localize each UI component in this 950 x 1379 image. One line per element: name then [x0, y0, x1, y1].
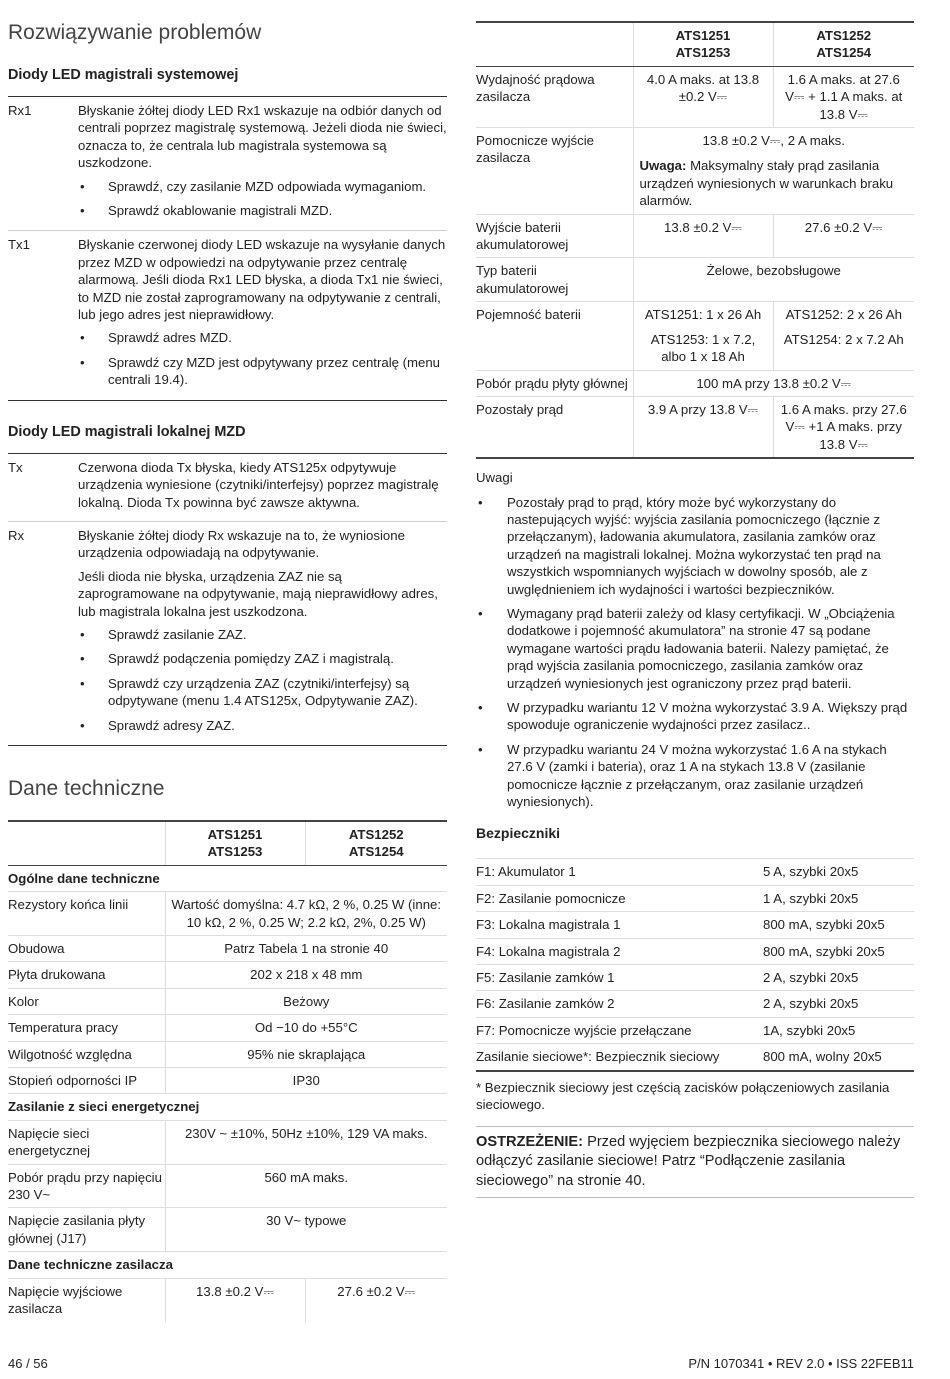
note-item	[476, 605, 914, 692]
spec-label: Kolor	[8, 988, 165, 1014]
spec-value: 30 V~ typowe	[165, 1208, 447, 1252]
note-item	[476, 699, 914, 734]
spec-label: Pobór prądu przy napięciu 230 V~	[8, 1164, 165, 1208]
bullet-icon: •	[478, 700, 483, 715]
check-text: Sprawdź adresy ZAZ.	[108, 717, 235, 733]
notes-list	[476, 494, 914, 811]
note-text: W przypadku wariantu 24 V można wykorzystać 1.6 A na stykach 27.6 V (zamki i bateria), oraz 1 A na stykach 13.8 V (zasilanie pomocnicze łącznie z przełączanym, oraz zasilanie urządzeń wyniesionych).	[507, 741, 887, 810]
led-description	[78, 236, 447, 395]
led-row	[8, 521, 447, 745]
bullet-icon: •	[80, 178, 85, 194]
note-text: Wymagany prąd baterii zależy od klasy certyfikacji. W „Obciążenia dodatkowe i pojemność akumulatora” na stronie 47 są podane wymagane wartości prądu ładowania baterii. Nalezy pamiętać, że prąd wyjścia zasilania pomocniczego, zasilania zamków oraz urządzeń wyniesionych jest ograniczony przez prąd baterii.	[507, 605, 895, 691]
note-item	[476, 494, 914, 598]
spec-row	[8, 1208, 447, 1252]
spec-label: Napięcie wyjściowe zasilacza	[8, 1278, 165, 1321]
fuse-name: F5: Zasilanie zamków 1	[476, 965, 763, 991]
spec-row	[8, 892, 447, 936]
fuse-rating: 5 A, szybki 20x5	[763, 859, 914, 885]
fuse-row	[476, 859, 914, 885]
tech-table-right	[476, 21, 914, 459]
col-header-2: ATS1252 ATS1254	[305, 821, 447, 865]
bullet-icon: •	[80, 626, 85, 642]
fuse-name: F2: Zasilanie pomocnicze	[476, 885, 763, 911]
fuse-rating: 800 mA, szybki 20x5	[763, 912, 914, 938]
spec-row	[8, 1041, 447, 1067]
spec-label: Napięcie zasilania płyty głównej (J17)	[8, 1208, 165, 1252]
local-bus-heading: Diody LED magistrali lokalnej MZD	[8, 423, 246, 440]
row-output-capacity: Wydajność prądowa zasilacza 4.0 A maks. at 13.8 ±0.2 V⎓ 1.6 A maks. at 27.6 V⎓ + 1.1 A maks. at 13.8 V⎓	[476, 66, 914, 127]
spec-value: Beżowy	[165, 988, 447, 1014]
spec-label: Rezystory końca linii	[8, 892, 165, 936]
note-item	[476, 741, 914, 811]
fuse-rating: 800 mA, wolny 20x5	[763, 1044, 914, 1071]
row-aux-output: Pomocnicze wyjście zasilacza 13.8 ±0.2 V⎓, 2 A maks. Uwaga: Maksymalny stały prąd zasilania urządzeń wyniesionych w warunkach braku alarmów.	[476, 128, 914, 215]
fuses-footnote: * Bezpiecznik sieciowy jest częścią zacisków połączeniowych zasilania sieciowego.	[476, 1079, 890, 1113]
row-remaining-current: Pozostały prąd 3.9 A przy 13.8 V⎓ 1.6 A maks. przy 27.6 V⎓ +1 A maks. przy 13.8 V⎓	[476, 396, 914, 458]
description-text: Błyskanie czerwonej diody LED wskazuje na wysyłanie danych przez MZD w odpowiedzi na odpytywanie przez centralę alarmową. Jeśli dioda Rx1 LED błyska, a dioda Tx1 nie świeci, to MZD nie został zaprogramowany na odpytywanie z centrali, lub jego adres jest nieprawidłowy.	[78, 237, 446, 323]
bullet-icon: •	[80, 330, 85, 346]
check-item	[78, 329, 447, 346]
page-number: 46 / 56	[8, 1356, 48, 1371]
document-id: P/N 1070341 • REV 2.0 • ISS 22FEB11	[688, 1356, 914, 1371]
fuse-rating: 1A, szybki 20x5	[763, 1017, 914, 1043]
bullet-icon: •	[80, 354, 85, 370]
bullet-icon: •	[478, 494, 483, 510]
fuse-name: F3: Lokalna magistrala 1	[476, 912, 763, 938]
check-item	[78, 717, 447, 734]
spec-label: Napięcie sieci energetycznej	[8, 1120, 165, 1164]
tech-title: Dane techniczne	[8, 776, 165, 800]
tech-table-left	[8, 820, 447, 1322]
spec-row	[8, 936, 447, 962]
bullet-icon: •	[478, 605, 483, 621]
fuse-row	[476, 1044, 914, 1071]
description-text: Błyskanie żółtej diody LED Rx1 wskazuje na odbiór danych od centrali poprzez magistralę systemową. Jeżeli dioda nie świeci, oznacza to, że centrala lub magistrala systemowa są uszkodzone.	[78, 103, 447, 171]
fuse-name: Zasilanie sieciowe*: Bezpiecznik sieciowy	[476, 1044, 763, 1071]
led-name: Rx1	[8, 103, 32, 118]
check-text: Sprawdź czy urządzenia ZAZ (czytniki/interfejsy) są odpytywane (menu 1.4 ATS125x, Odpytywanie ZAZ).	[108, 675, 418, 709]
spec-value: 95% nie skraplająca	[165, 1041, 447, 1067]
led-description	[78, 527, 447, 741]
led-name: Tx1	[8, 237, 30, 253]
row-board-current: Pobór prądu płyty głównej 100 mA przy 13.8 ±0.2 V⎓	[476, 370, 914, 396]
system-bus-table	[8, 96, 447, 401]
left-column	[8, 0, 447, 1322]
fuse-row	[476, 965, 914, 991]
spec-row	[8, 1015, 447, 1041]
note-text: Pozostały prąd to prąd, który może być wykorzystany do nastepujących wyjść: wyjścia zasilania pomocniczego (łącznie z przełączanym), ładowania akumulatora, zasilania zamków oraz urządzeń na magistrali lokalnej. Można wykorzystać ten prąd na wszystkich wspomnianych wyjściach w dowolny sposób, ale z uwględnieniem ich wydajności i wartości bezpieczników.	[507, 494, 881, 597]
note-text: W przypadku wariantu 12 V można wykorzystać 3.9 A. Większy prąd spowoduje ograniczenie wydajności przez zasilacz..	[507, 700, 908, 733]
spec-value: IP30	[165, 1068, 447, 1094]
col-header-2: ATS1252 ATS1254	[773, 22, 914, 66]
check-item	[78, 202, 447, 219]
spec-row	[8, 1120, 447, 1164]
spec-value: 560 mA maks.	[165, 1164, 447, 1208]
spec-row	[8, 1278, 447, 1321]
bullet-icon: •	[80, 651, 85, 667]
section-heading: Ogólne dane techniczne	[8, 865, 447, 891]
description-text: Błyskanie żółtej diody Rx wskazuje na to, że wyniosione urządzenia odpowiadają na odpytywanie.	[78, 527, 405, 561]
spec-label: Płyta drukowana	[8, 962, 165, 988]
check-item	[78, 650, 447, 667]
spec-row	[8, 988, 447, 1014]
fuse-rating: 2 A, szybki 20x5	[763, 965, 914, 991]
spec-row	[8, 962, 447, 988]
check-item	[78, 178, 447, 195]
led-name: Rx	[8, 527, 25, 543]
section-row	[8, 1252, 447, 1278]
check-item	[78, 354, 447, 389]
spec-value-1: 13.8 ±0.2 V⎓	[165, 1278, 305, 1321]
spec-value-2: 27.6 ±0.2 V⎓	[305, 1278, 447, 1321]
check-text: Sprawdź adres MZD.	[108, 330, 232, 346]
check-text: Sprawdź czy MZD jest odpytywany przez centralę (menu centrali 19.4).	[108, 354, 441, 388]
led-row	[8, 454, 447, 521]
fuse-row	[476, 991, 914, 1017]
fuse-row	[476, 885, 914, 911]
led-description	[78, 102, 447, 226]
bullet-icon: •	[478, 741, 483, 757]
bullet-icon: •	[80, 675, 85, 691]
system-bus-heading: Diody LED magistrali systemowej	[8, 67, 239, 83]
description-text: Czerwona dioda Tx błyska, kiedy ATS125x odpytywuje urządzenia wyniesione (czytniki/interfejsy) poprzez magistralę lokalną. Dioda Tx powinna być zawsze aktywna.	[78, 459, 439, 510]
description-text: Jeśli dioda nie błyska, urządzenia ZAZ nie są zaprogramowane na odpytywanie, mają nieprawidłowy adres, lub magistrala lokalna jest uszkodzona.	[78, 568, 438, 619]
spec-label: Wilgotność względna	[8, 1041, 165, 1067]
spec-value: 202 x 218 x 48 mm	[165, 962, 447, 988]
row-battery-type: Typ baterii akumulatorowej Żelowe, bezobsługowe	[476, 258, 914, 302]
led-row	[8, 97, 447, 230]
fuse-rating: 800 mA, szybki 20x5	[763, 938, 914, 964]
notes-title: Uwagi	[476, 470, 513, 486]
check-item	[78, 626, 447, 643]
check-text: Sprawdź, czy zasilanie MZD odpowiada wymaganiom.	[108, 178, 427, 194]
right-column	[476, 0, 914, 1198]
fuse-row	[476, 1017, 914, 1043]
spec-label: Stopień odporności IP	[8, 1068, 165, 1094]
troubleshooting-title: Rozwiązywanie problemów	[8, 21, 262, 44]
row-battery-output: Wyjście baterii akumulatorowej 13.8 ±0.2 V⎓ 27.6 ±0.2 V⎓	[476, 214, 914, 258]
section-heading: Zasilanie z sieci energetycznej	[8, 1094, 447, 1120]
section-heading: Dane techniczne zasilacza	[8, 1252, 447, 1278]
led-name: Tx	[8, 459, 23, 475]
spec-value: Patrz Tabela 1 na stronie 40	[165, 936, 447, 962]
fuses-heading: Bezpieczniki	[476, 825, 561, 842]
fuse-name: F7: Pomocnicze wyjście przełączane	[476, 1017, 763, 1043]
bullet-icon: •	[80, 717, 85, 733]
fuse-rating: 2 A, szybki 20x5	[763, 991, 914, 1017]
fuse-name: F6: Zasilanie zamków 2	[476, 991, 763, 1017]
check-text: Sprawdź okablowanie magistrali MZD.	[108, 203, 333, 219]
led-row	[8, 230, 447, 399]
section-row	[8, 1094, 447, 1120]
spec-row	[8, 1164, 447, 1208]
col-header-1: ATS1251 ATS1253	[633, 22, 773, 66]
check-text: Sprawdź zasilanie ZAZ.	[108, 626, 247, 642]
spec-label: Obudowa	[8, 936, 165, 962]
fuse-name: F1: Akumulator 1	[476, 859, 763, 885]
col-header-1: ATS1251 ATS1253	[165, 821, 305, 865]
led-description	[78, 459, 447, 517]
spec-label: Temperatura pracy	[8, 1015, 165, 1041]
section-row	[8, 865, 447, 891]
check-text: Sprawdź podączenia pomiędzy ZAZ i magistralą.	[108, 651, 394, 667]
spec-value: Od −10 do +55°C	[165, 1015, 447, 1041]
warning-box: OSTRZEŻENIE: Przed wyjęciem bezpiecznika sieciowego należy odłączyć zasilanie sieciowe! Patrz “Podłączenie zasilania sieciowego” na stronie 40.	[476, 1126, 914, 1199]
spec-value: 230V ~ ±10%, 50Hz ±10%, 129 VA maks.	[165, 1120, 447, 1164]
fuse-rating: 1 A, szybki 20x5	[763, 885, 914, 911]
fuse-name: F4: Lokalna magistrala 2	[476, 938, 763, 964]
local-bus-table	[8, 453, 447, 746]
fuse-row	[476, 938, 914, 964]
check-item	[78, 675, 447, 710]
spec-row	[8, 1068, 447, 1094]
row-battery-capacity: Pojemność baterii ATS1251: 1 x 26 Ah ATS1253: 1 x 7.2, albo 1 x 18 Ah ATS1252: 2 x 26 Ah ATS1254: 2 x 7.2 Ah	[476, 302, 914, 370]
bullet-icon: •	[80, 203, 85, 219]
spec-value: Wartość domyślna: 4.7 kΩ, 2 %, 0.25 W (inne: 10 kΩ, 2 %, 0.25 W; 2.2 kΩ, 2%, 0.25 W)	[165, 892, 447, 936]
fuses-table	[476, 858, 914, 1071]
fuse-row	[476, 912, 914, 938]
